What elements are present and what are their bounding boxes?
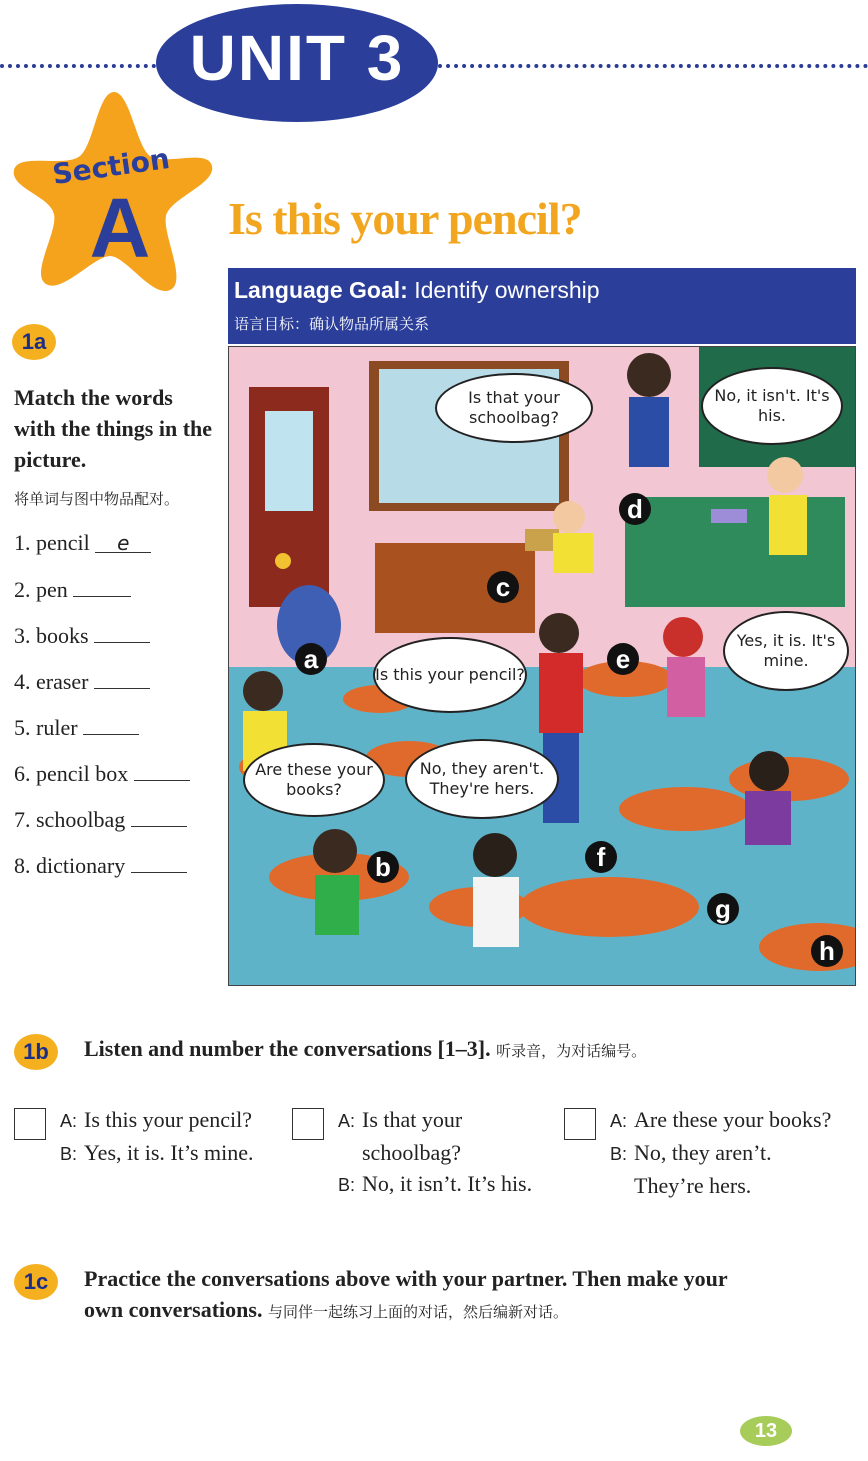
answer-blank[interactable] [94,622,150,643]
answer-blank[interactable] [131,852,187,873]
label-g: g [707,893,739,925]
goal-line [234,277,600,304]
page-title: Is this your pencil? [228,193,582,244]
list-item: 5. ruler [14,714,139,741]
number-box[interactable] [292,1108,324,1140]
section-label: Section [50,141,172,192]
unit-title: UNIT 3 [189,22,405,94]
label-b: b [367,851,399,883]
badge-1b: 1b [14,1034,58,1070]
answer-blank[interactable] [83,714,139,735]
conversation-2: A: Is that your schoolbag? B: No, it isn’t. It’s his. [338,1107,533,1196]
label-h: h [811,935,843,967]
list-item: 1. pencil e [14,530,151,556]
list-item: 3. books [14,622,150,649]
goal-text: Identify ownership [414,277,600,303]
instruction-1b-chinese: 听录音，为对话编号。 [496,1042,647,1060]
goal-label: Language Goal: [234,277,408,303]
number-box[interactable] [14,1108,46,1140]
instruction-1c-chinese: 与同伴一起练习上面的对话，然后编新对话。 [267,1303,568,1321]
label-e: e [607,643,639,675]
list-item: 8. dictionary [14,852,187,879]
label-c: c [487,571,519,603]
conversation-3: A: Are these your books? B: No, they aren’t. They’re hers. [610,1107,832,1198]
list-item: 2. pen [14,576,131,603]
answer-blank[interactable] [94,668,150,689]
answer-blank[interactable] [131,806,187,827]
speech-bubble: No, it isn't. It's his. [701,367,843,445]
instruction-1a: Match the words with the things in the picture. [14,385,213,472]
badge-1a: 1a [12,324,56,360]
section-letter: A [89,181,151,275]
speech-bubble: Are these your books? [243,743,385,817]
instruction-1a-chinese: 将单词与图中物品配对。 [14,490,180,508]
language-goal-bar [228,268,856,344]
instruction-1c-line2: own conversations. 与同伴一起练习上面的对话，然后编新对话。 [84,1297,568,1322]
speech-bubble: No, they aren't. They're hers. [405,739,559,819]
label-d: d [619,493,651,525]
answer-blank[interactable]: e [95,532,151,553]
answer-blank[interactable] [73,576,131,597]
classroom-illustration [228,346,856,986]
label-f: f [585,841,617,873]
dotted-rule-left [0,64,156,68]
number-box[interactable] [564,1108,596,1140]
speech-bubble: Is this your pencil? [373,637,527,713]
list-item: 7. schoolbag [14,806,187,833]
speech-bubble: Is that your schoolbag? [435,373,593,443]
answer-blank[interactable] [134,760,190,781]
instruction-1b: Listen and number the conversations [1–3]. 听录音，为对话编号。 [84,1036,647,1061]
list-item: 4. eraser [14,668,150,695]
goal-chinese: 语言目标：确认物品所属关系 [234,315,430,333]
conversation-1: A: Is this your pencil? B: Yes, it is. It’s mine. [60,1107,254,1165]
list-item: 6. pencil box [14,760,190,787]
label-a: a [295,643,327,675]
instruction-1c-line1: Practice the conversations above with your partner. Then make your [84,1266,728,1291]
page-number: 13 [740,1416,792,1446]
badge-1c: 1c [14,1264,58,1300]
dotted-rule-right [438,64,868,68]
speech-bubble: Yes, it is. It's mine. [723,611,849,691]
